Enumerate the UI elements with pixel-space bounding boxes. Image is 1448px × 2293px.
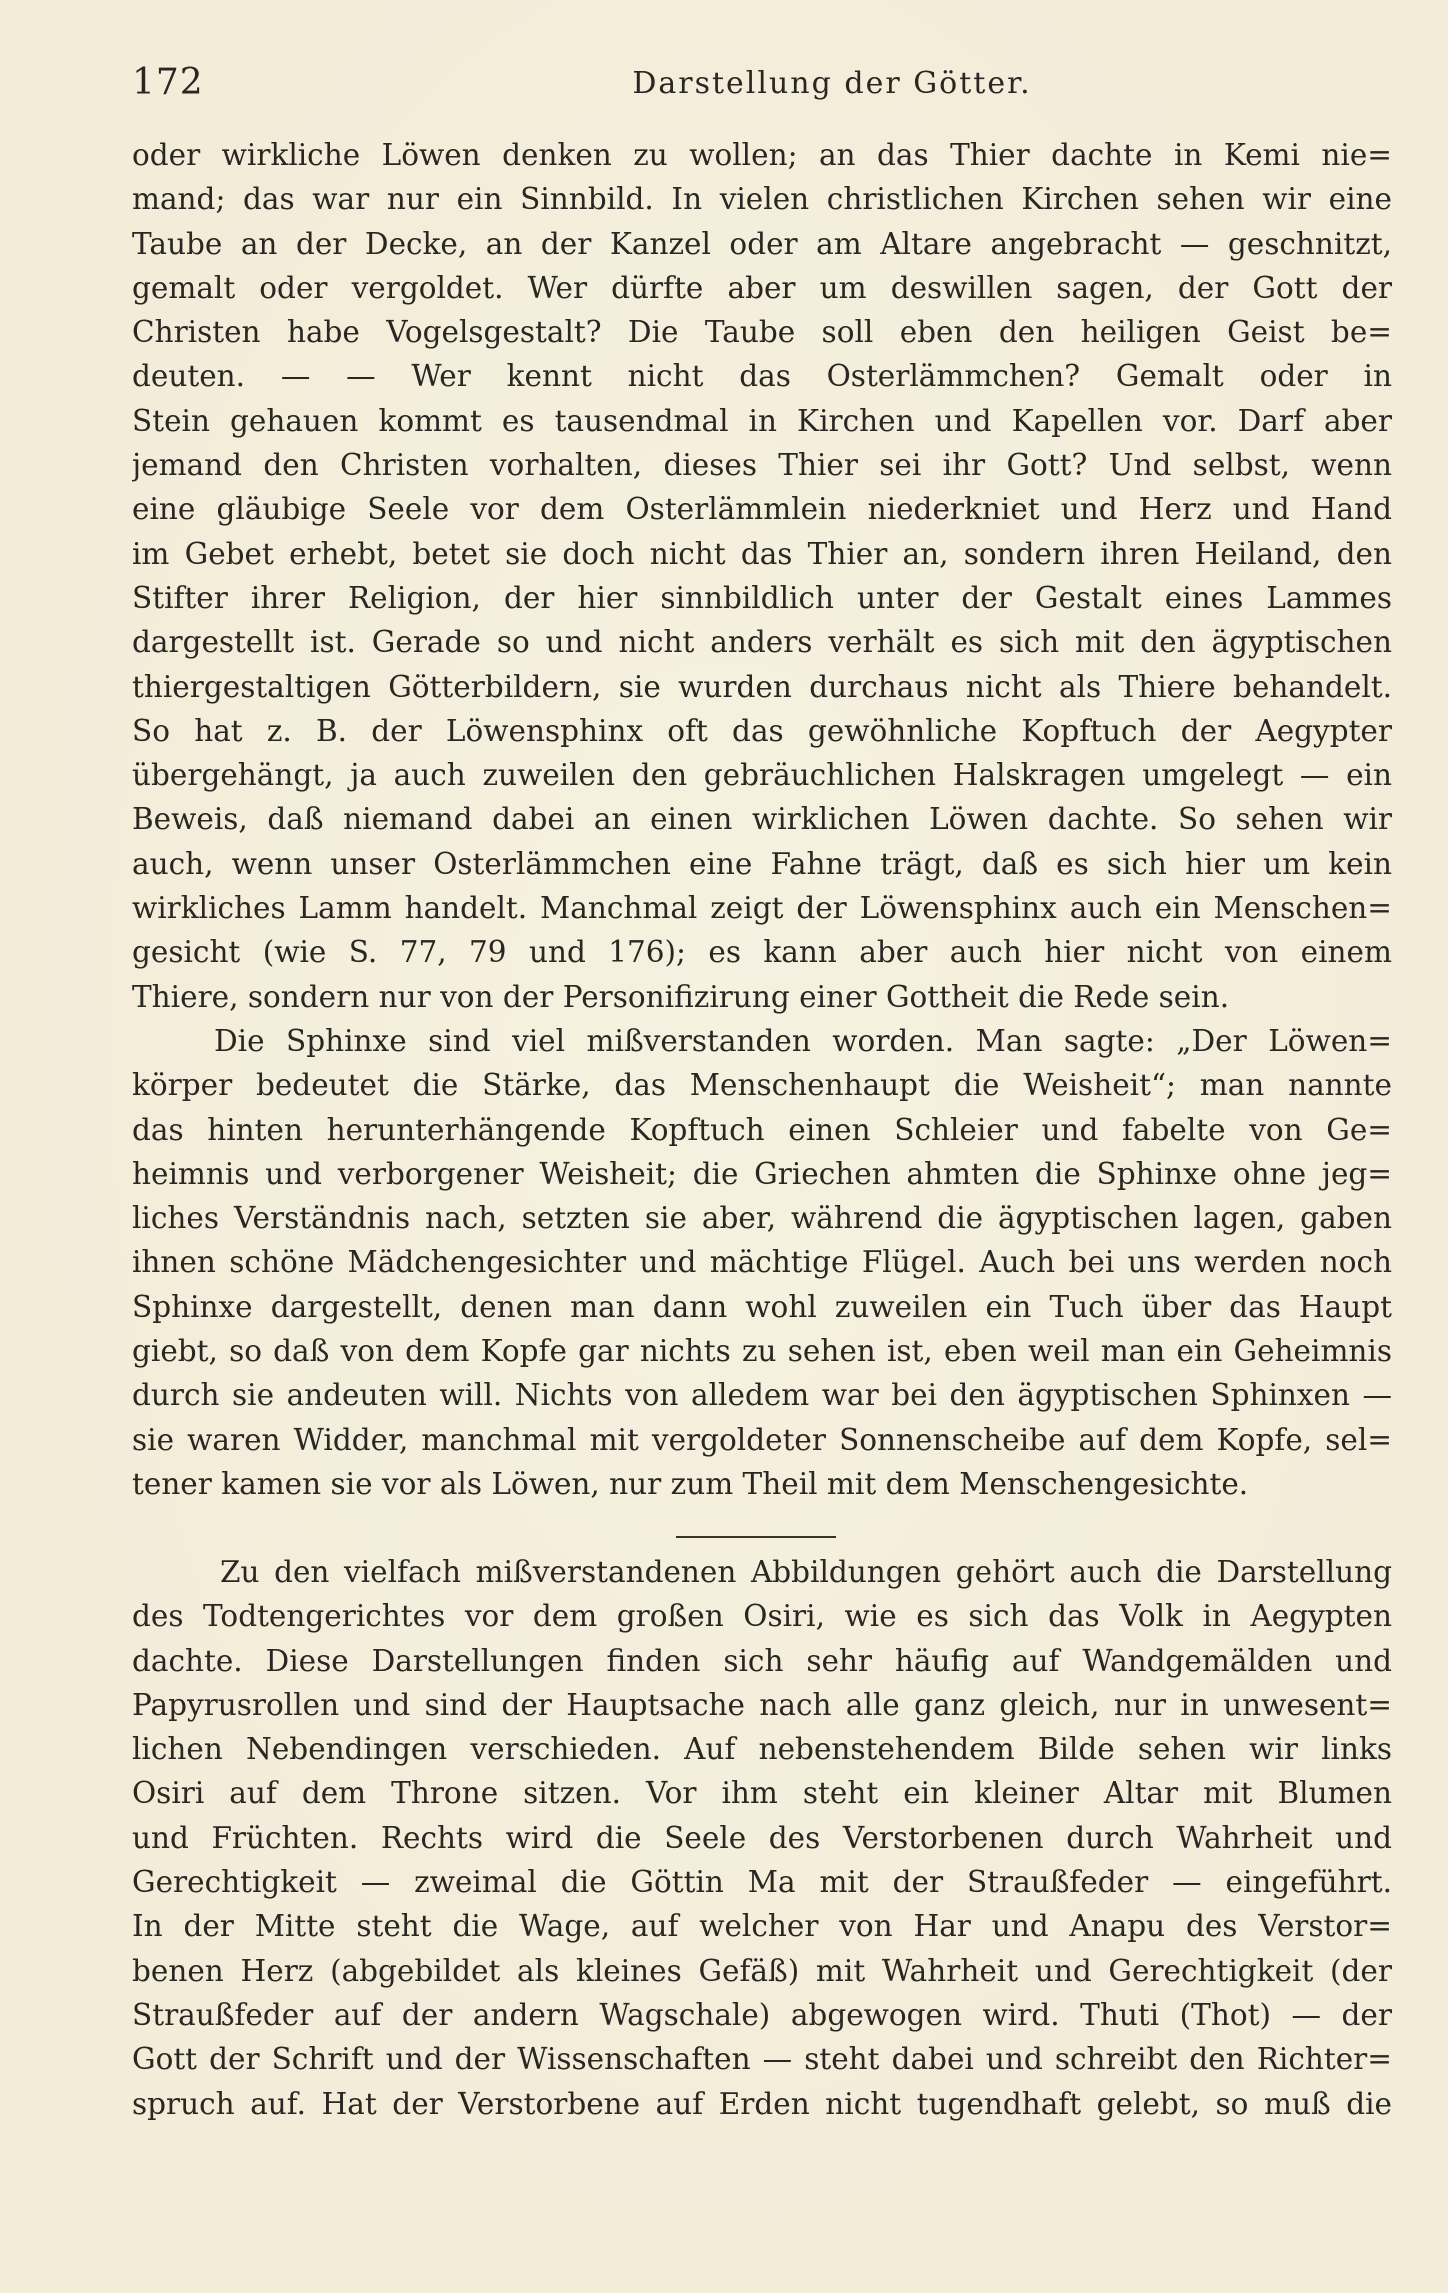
paragraph-2 [132,1019,1392,1506]
text-line: Thiere, sondern nur von der Personifizirung einer Gottheit die Rede sein. [132,979,1230,1014]
text-line: und Früchten. Rechts wird die Seele des Verstorbenen durch Wahrheit und [132,1820,1392,1855]
text-line: deuten. — — Wer kennt nicht das Osterlämmchen? Gemalt oder in [132,359,1392,394]
text-line: Straußfeder auf der andern Wagschale) abgewogen wird. Thuti (Thot) — der [132,1997,1392,2032]
text-line: gemalt oder vergoldet. Wer dürfte aber um deswillen sagen, der Gott der [132,270,1392,305]
section-separator-rule [676,1536,836,1538]
main-text-lower [132,1550,1392,2126]
text-line: Beweis, daß niemand dabei an einen wirklichen Löwen dachte. So sehen wir [132,802,1392,837]
main-text-upper [132,133,1392,1506]
running-title: Darstellung der Götter. [632,66,1032,101]
page-header [132,62,1332,112]
text-line: benen Herz (abgebildet als kleines Gefäß) mit Wahrheit und Gerechtigkeit (der [132,1953,1392,1988]
text-line: durch sie andeuten will. Nichts von alledem war bei den ägyptischen Sphinxen — [132,1378,1392,1413]
text-line: heimnis und verborgener Weisheit; die Griechen ahmten die Sphinxe ohne jeg= [132,1156,1392,1191]
text-line: das hinten herunterhängende Kopftuch einen Schleier und fabelte von Ge= [132,1112,1392,1147]
text-line: im Gebet erhebt, betet sie doch nicht das Thier an, sondern ihren Heiland, den [132,536,1392,571]
text-line: Stein gehauen kommt es tausendmal in Kirchen und Kapellen vor. Darf aber [132,403,1392,438]
paragraph-1 [132,133,1392,1019]
text-line: Papyrusrollen und sind der Hauptsache nach alle ganz gleich, nur in unwesent= [132,1687,1392,1722]
text-line: dachte. Diese Darstellungen finden sich sehr häufig auf Wandgemälden und [132,1643,1392,1678]
text-line: des Todtengerichtes vor dem großen Osiri, wie es sich das Volk in Aegypten [132,1599,1392,1634]
text-line: Gerechtigkeit — zweimal die Göttin Ma mit der Straußfeder — eingeführt. [132,1865,1392,1900]
text-line: Die Sphinxe sind viel mißverstanden worden. Man sagte: „Der Löwen= [214,1023,1392,1058]
text-line: mand; das war nur ein Sinnbild. In vielen christlichen Kirchen sehen wir eine [132,182,1392,217]
text-line: ihnen schöne Mädchengesichter und mächtige Flügel. Auch bei uns werden noch [132,1245,1392,1280]
text-line: liches Verständnis nach, setzten sie aber, während die ägyptischen lagen, gaben [132,1201,1392,1236]
text-line: übergehängt, ja auch zuweilen den gebräuchlichen Halskragen umgelegt — ein [132,758,1392,793]
text-line: spruch auf. Hat der Verstorbene auf Erden nicht tugendhaft gelebt, so muß die [132,2086,1392,2121]
text-line: thiergestaltigen Götterbildern, sie wurden durchaus nicht als Thiere behandelt. [132,669,1392,704]
text-line: In der Mitte steht die Wage, auf welcher von Har und Anapu des Verstor= [132,1909,1392,1944]
text-line: oder wirkliche Löwen denken zu wollen; an das Thier dachte in Kemi nie= [132,138,1392,172]
text-line: wirkliches Lamm handelt. Manchmal zeigt der Löwensphinx auch ein Menschen= [132,891,1392,926]
text-line: jemand den Christen vorhalten, dieses Thier sei ihr Gott? Und selbst, wenn [132,448,1392,483]
text-line: giebt, so daß von dem Kopfe gar nichts zu sehen ist, eben weil man ein Geheimnis [132,1334,1392,1369]
text-line: eine gläubige Seele vor dem Osterlämmlein niederkniet und Herz und Hand [132,492,1392,527]
text-line: Christen habe Vogelsgestalt? Die Taube soll eben den heiligen Geist be= [132,315,1392,350]
text-line: Gott der Schrift und der Wissenschaften — steht dabei und schreibt den Richter= [132,2042,1392,2077]
text-line: körper bedeutet die Stärke, das Menschenhaupt die Weisheit“; man nannte [132,1068,1392,1103]
text-line: Osiri auf dem Throne sitzen. Vor ihm steht ein kleiner Altar mit Blumen [132,1776,1392,1811]
text-line: auch, wenn unser Osterlämmchen eine Fahne trägt, daß es sich hier um kein [132,846,1392,881]
text-line: Taube an der Decke, an der Kanzel oder am Altare angebracht — geschnitzt, [132,226,1392,261]
text-line: tener kamen sie vor als Löwen, nur zum Theil mit dem Menschengesichte. [132,1466,1249,1501]
text-line: lichen Nebendingen verschieden. Auf nebenstehendem Bilde sehen wir links [132,1732,1392,1767]
text-line: Zu den vielfach mißverstandenen Abbildungen gehört auch die Darstellung [220,1555,1392,1589]
text-line: Stifter ihrer Religion, der hier sinnbildlich unter der Gestalt eines Lammes [132,580,1392,615]
paragraph-3 [132,1550,1392,2126]
text-line: dargestellt ist. Gerade so und nicht anders verhält es sich mit den ägyptischen [132,625,1392,660]
text-line: gesicht (wie S. 77, 79 und 176); es kann aber auch hier nicht von einem [132,935,1392,970]
text-line: Sphinxe dargestellt, denen man dann wohl zuweilen ein Tuch über das Haupt [132,1289,1392,1324]
text-line: So hat z. B. der Löwensphinx oft das gewöhnliche Kopftuch der Aegypter [132,713,1392,748]
text-line: sie waren Widder, manchmal mit vergoldeter Sonnenscheibe auf dem Kopfe, sel= [132,1422,1392,1457]
page-number: 172 [132,62,204,103]
